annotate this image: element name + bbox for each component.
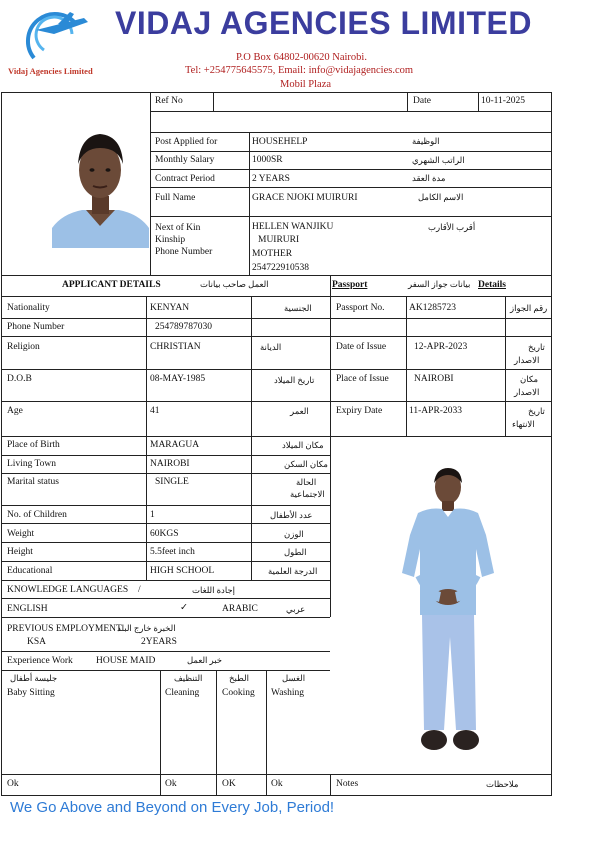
living-town-arabic: مكان السكن [284,459,328,469]
phone-label: Phone Number [7,322,65,332]
washing-value: Ok [271,779,283,789]
employment-years: 2YEARS [141,637,177,647]
washing-arabic: الغسل [282,673,306,683]
marital-status-value: SINGLE [155,477,189,487]
logo-text: Vidaj Agencies Limited [8,66,93,76]
height-arabic: الطول [284,547,307,557]
height-value: 5.5feet inch [150,547,195,557]
post-arabic: الوظيفة [412,136,440,146]
full-name-value: GRACE NJOKI MUIRURI [252,193,358,203]
age-label: Age [7,406,23,416]
weight-label: Weight [7,529,35,539]
cleaning-value: Ok [165,779,177,789]
children-label: No. of Children [7,510,67,520]
children-value: 1 [150,510,155,520]
dob-label: D.O.B [7,374,32,384]
issue-date-label: Date of Issue [336,342,387,352]
kin-name-line2: MUIRURI [258,235,300,245]
passport-no-label: Passport No. [336,303,385,313]
expiry-arabic-2: الانتهاء [512,419,535,429]
contract-label: Contract Period [155,174,215,184]
kin-arabic: أقرب الأقارب [428,222,476,232]
languages-label: KNOWLEDGE LANGUAGES [7,585,129,595]
baby-sitting-value: Ok [7,779,19,789]
religion-value: CHRISTIAN [150,342,201,352]
previous-employment-arabic: الخبرة خارج البلد [117,623,176,633]
education-value: HIGH SCHOOL [150,566,215,576]
notes-label: Notes [336,779,359,789]
weight-arabic: الوزن [284,529,304,539]
salary-label: Monthly Salary [155,155,215,165]
issue-place-arabic-1: مكان [520,374,539,384]
company-logo [14,10,94,65]
post-value: HOUSEHELP [252,137,308,147]
kin-relation: MOTHER [252,249,293,259]
passport-no-value: AK1285723 [409,303,456,313]
post-label: Post Applied for [155,137,218,147]
ref-no-label: Ref No [155,96,183,106]
marital-arabic-line2: الاجتماعية [290,489,325,499]
expiry-label: Expiry Date [336,406,383,416]
religion-label: Religion [7,342,40,352]
children-arabic: عدد الأطفال [270,510,313,520]
issue-place-value: NAIROBI [414,374,454,384]
employment-country: KSA [27,637,47,647]
issue-date-arabic-2: الاصدار [514,355,540,365]
issue-place-arabic-2: الاصدار [514,387,540,397]
next-of-kin-label: Next of Kin [155,223,201,233]
cleaning-label: Cleaning [165,688,200,698]
place-of-birth-arabic: مكان الميلاد [282,440,324,450]
cleaning-arabic: التنظيف [174,673,203,683]
living-town-value: NAIROBI [150,459,190,469]
applicant-details-arabic: العمل صاحب بيانات [200,279,269,289]
kinship-label: Kinship [155,235,186,245]
education-label: Educational [7,566,53,576]
company-location: Mobil Plaza [280,79,332,90]
experience-label: Experience Work [7,656,73,666]
marital-status-label: Marital status [7,477,59,487]
details-heading: Details [478,280,506,290]
company-address: P.O Box 64802-00620 Nairobi. [236,52,367,63]
expiry-arabic-1: تاريخ [528,406,545,416]
dob-value: 08-MAY-1985 [150,374,206,384]
issue-date-arabic-1: تاريخ [528,342,545,352]
nationality-label: Nationality [7,303,50,313]
kin-name-line1: HELLEN WANJIKU [252,222,334,232]
kin-phone: 254722910538 [252,263,309,273]
place-of-birth-value: MARAGUA [150,440,200,450]
contract-arabic: مدة العقد [412,173,446,183]
expiry-value: 11-APR-2033 [409,406,462,416]
passport-no-arabic: رقم الجواز [510,303,548,313]
date-value: 10-11-2025 [481,96,525,106]
full-name-arabic: الاسم الكامل [418,192,464,202]
experience-arabic: خبر العمل [187,655,223,665]
kin-phone-label: Phone Number [155,247,213,257]
nationality-value: KENYAN [150,303,190,313]
marital-arabic-line1: الحالة [296,477,317,487]
applicant-full-body-photo [390,465,505,760]
company-contacts: Tel: +254775645575, Email: info@vidajagencies.com [185,65,414,76]
applicant-details-heading: APPLICANT DETAILS [62,280,161,290]
arabic-label: ARABIC [222,604,258,614]
issue-date-value: 12-APR-2023 [414,342,468,352]
place-of-birth-label: Place of Birth [7,440,60,450]
arabic-arabic: عربي [286,604,306,614]
dob-arabic: تاريخ الميلاد [274,375,315,385]
passport-heading: Passport [332,280,368,290]
contract-value: 2 YEARS [252,174,290,184]
age-arabic: العمر [290,406,309,416]
cooking-value: OK [222,779,236,789]
issue-place-label: Place of Issue [336,374,389,384]
languages-arabic: إجادة اللغات [192,585,236,595]
religion-arabic: الديانة [260,342,282,352]
cooking-label: Cooking [222,688,255,698]
applicant-portrait [52,124,149,248]
salary-value: 1000SR [252,155,283,165]
footer-slogan: We Go Above and Beyond on Every Job, Period! [10,799,335,816]
experience-value: HOUSE MAID [96,656,156,666]
cooking-arabic: الطبخ [229,673,249,683]
baby-sitting-arabic: جليسة أطفال [10,673,58,683]
education-arabic: الدرجة العلمية [268,566,318,576]
company-name: VIDAJ AGENCIES LIMITED [115,5,532,41]
washing-label: Washing [271,688,305,698]
baby-sitting-label: Baby Sitting [7,688,55,698]
languages-slash: / [138,585,141,595]
date-label: Date [413,96,431,106]
phone-value: 254789787030 [155,322,212,332]
notes-arabic: ملاحظات [486,779,519,789]
english-check-icon: ✓ [180,603,188,613]
weight-value: 60KGS [150,529,179,539]
full-name-label: Full Name [155,193,196,203]
height-label: Height [7,547,33,557]
age-value: 41 [150,406,160,416]
passport-arabic: بيانات جواز السفر [408,279,471,289]
english-label: ENGLISH [7,604,48,614]
previous-employment-label: PREVIOUS EMPLOYMENT [7,624,122,634]
salary-arabic: الراتب الشهري [412,155,465,165]
nationality-arabic: الجنسية [284,303,312,313]
living-town-label: Living Town [7,459,57,469]
